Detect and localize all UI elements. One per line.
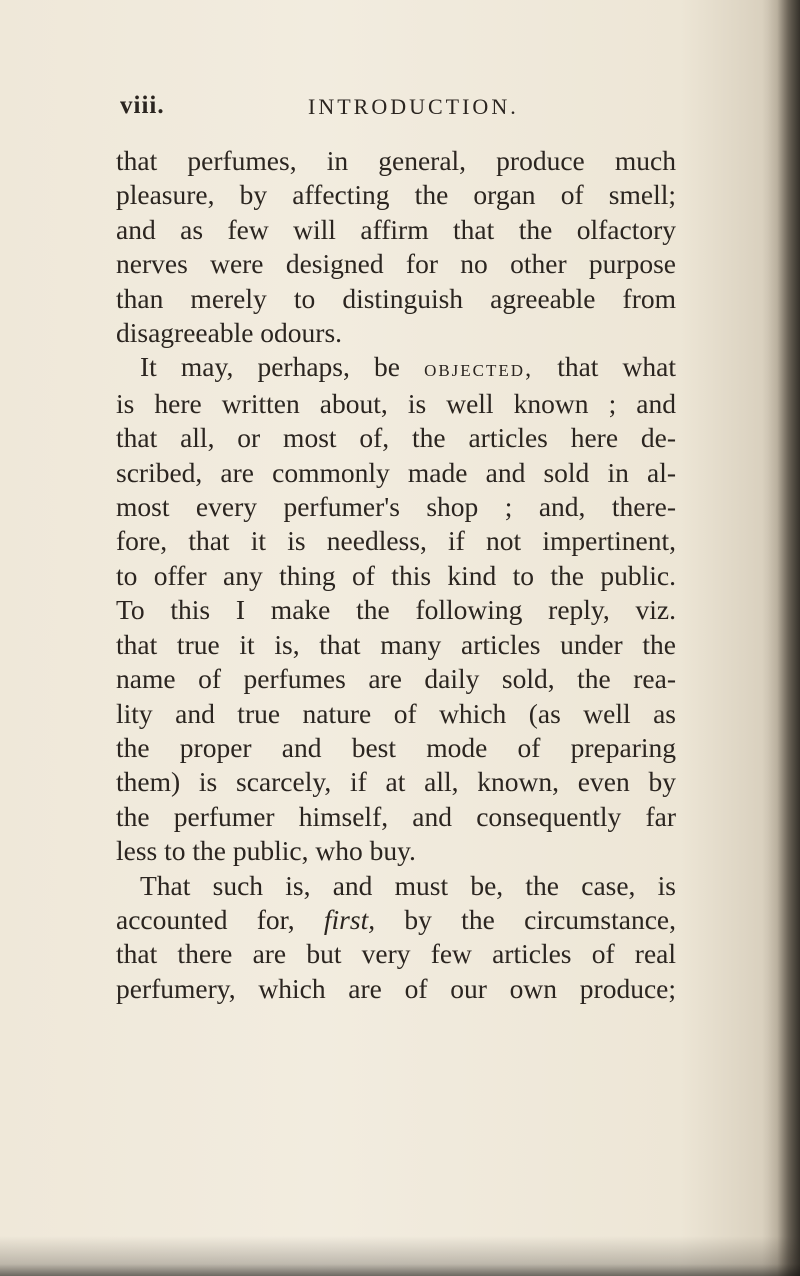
small-caps-emphasis: objected, [424,356,534,383]
text-line: and as few will affirm that the olfactory [116,213,676,245]
text-line: To this I make the following reply, viz. [116,594,676,626]
text-line: scribed, are commonly made and sold in al- [116,456,676,488]
text-line: is here written about, is well known ; and [116,387,676,419]
text-line [116,903,676,937]
page-bottom-shadow [0,1236,800,1276]
text-segment: that what [557,351,676,383]
text-line: that all, or most of, the articles here de- [116,422,676,454]
paragraph-first-line [116,350,676,386]
text-line: that true it is, that many articles under the [116,628,676,660]
text-line: disagreeable odours. [116,317,343,349]
body-text [116,144,676,1006]
running-header [120,92,760,132]
text-line: to offer any thing of this kind to the public. [116,559,676,591]
text-line: nerves were designed for no other purpose [116,248,676,280]
text-line: most every perfumer's shop ; and, there- [116,491,676,523]
text-segment: accounted for, [116,903,295,935]
text-segment: It may, perhaps, be [140,351,400,383]
text-line: fore, that it is needless, if not impertinent, [116,525,676,557]
text-line: that perfumes, in general, produce much [116,145,676,176]
text-line: perfumery, which are of our own produce; [116,972,676,1004]
text-line: that there are but very few articles of real [116,938,676,970]
page-number: viii. [120,92,165,119]
text-segment: by the circumstance, [404,903,677,935]
text-line: pleasure, by affecting the organ of smell; [116,179,676,211]
text-line: less to the public, who buy. [116,835,416,867]
text-line: lity and true nature of which (as well as [116,697,676,729]
running-title: INTRODUCTION. [308,94,519,119]
italic-emphasis: first, [323,903,376,935]
text-line: the perfumer himself, and consequently far [116,800,676,832]
text-line: them) is scarcely, if at all, known, even by [116,766,676,798]
text-line: name of perfumes are daily sold, the rea- [116,663,676,695]
text-line: the proper and best mode of preparing [116,731,676,763]
page-edge-shadow [762,0,800,1276]
text-line: than merely to distinguish agreeable from [116,282,676,314]
paragraph-first-line: That such is, and must be, the case, is [140,869,676,901]
